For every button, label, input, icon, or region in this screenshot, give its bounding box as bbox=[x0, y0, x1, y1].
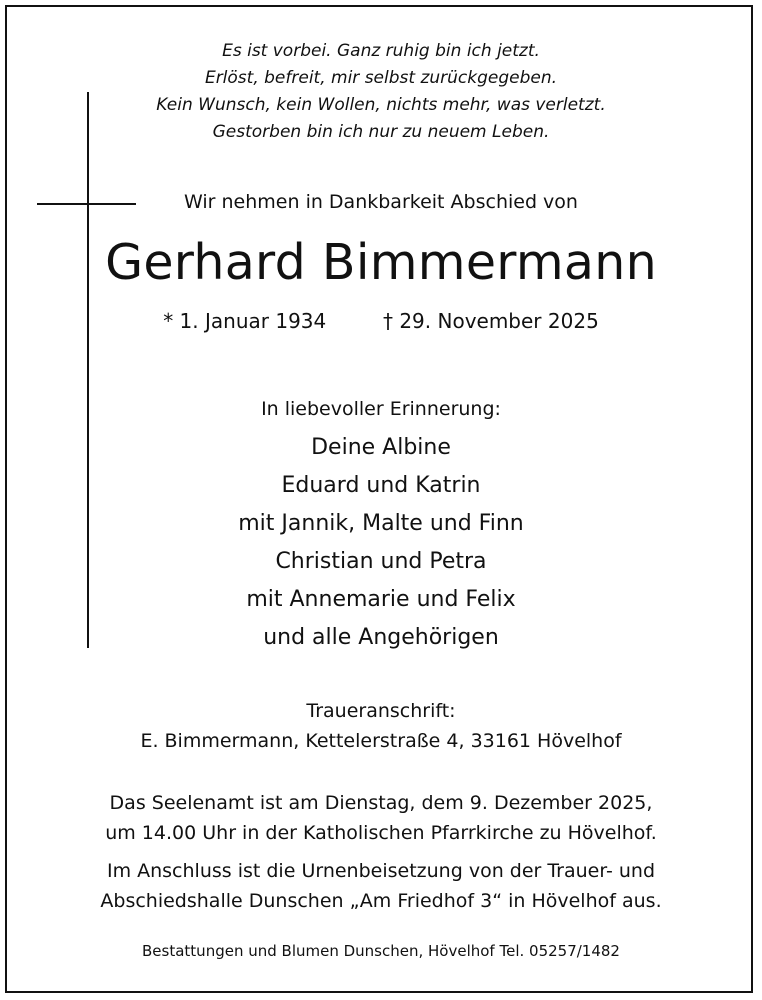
family-line-3: mit Jannik, Malte und Finn bbox=[238, 511, 524, 536]
birth-date: * 1. Januar 1934 bbox=[163, 309, 327, 333]
deceased-name: Gerhard Bimmermann bbox=[105, 234, 657, 291]
life-dates bbox=[0, 309, 762, 333]
family-line-5: mit Annemarie und Felix bbox=[246, 587, 516, 612]
farewell-intro: Wir nehmen in Dankbarkeit Abschied von bbox=[184, 191, 578, 213]
family-line-1: Deine Albine bbox=[311, 435, 451, 460]
funeral-home-footer: Bestattungen und Blumen Dunschen, Hövelhof Tel. 05257/1482 bbox=[142, 942, 620, 960]
poem-line-4: Gestorben bin ich nur zu neuem Leben. bbox=[212, 122, 550, 142]
remembrance-label: In liebevoller Erinnerung: bbox=[261, 398, 501, 420]
poem-line-1: Es ist vorbei. Ganz ruhig bin ich jetzt. bbox=[222, 41, 540, 61]
poem-line-3: Kein Wunsch, kein Wollen, nichts mehr, was verletzt. bbox=[156, 95, 606, 115]
burial-line-2: Abschiedshalle Dunschen „Am Friedhof 3“ in Hövelhof aus. bbox=[100, 890, 662, 912]
death-date: † 29. November 2025 bbox=[382, 309, 599, 333]
mourning-address: E. Bimmermann, Kettelerstraße 4, 33161 Hövelhof bbox=[140, 730, 622, 752]
address-label: Traueranschrift: bbox=[306, 700, 456, 722]
obituary-border bbox=[5, 5, 753, 993]
family-line-6: und alle Angehörigen bbox=[263, 625, 499, 650]
family-line-4: Christian und Petra bbox=[275, 549, 487, 574]
poem-line-2: Erlöst, befreit, mir selbst zurückgegeben. bbox=[204, 68, 558, 88]
service-line-2: um 14.00 Uhr in der Katholischen Pfarrkirche zu Hövelhof. bbox=[105, 822, 657, 844]
family-line-2: Eduard und Katrin bbox=[281, 473, 481, 498]
burial-line-1: Im Anschluss ist die Urnenbeisetzung von der Trauer- und bbox=[106, 860, 656, 882]
service-line-1: Das Seelenamt ist am Dienstag, dem 9. Dezember 2025, bbox=[109, 792, 653, 814]
